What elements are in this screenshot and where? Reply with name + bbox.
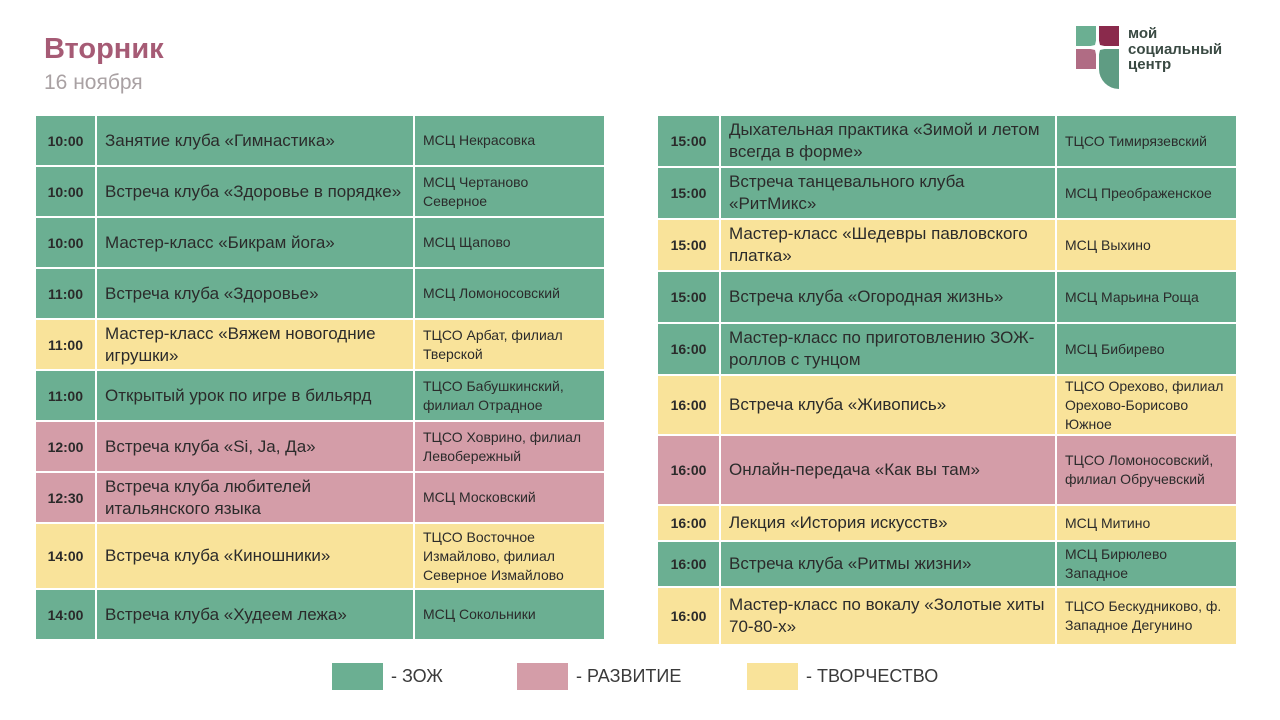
legend-zozh <box>332 662 443 690</box>
page-date: 16 ноября <box>44 71 143 94</box>
legend-creativity-label: - ТВОРЧЕСТВО <box>806 665 939 686</box>
legend-zozh-label: - ЗОЖ <box>391 665 443 686</box>
schedule-row <box>35 166 605 217</box>
event-cell: Лекция «История искусств» <box>720 505 1056 541</box>
place-cell: МСЦ Марьина Роща <box>1056 271 1237 323</box>
place-cell: МСЦ Некрасовка <box>414 115 605 166</box>
event-cell: Мастер-класс «Вяжем новогодние игрушки» <box>96 319 414 370</box>
place-cell: ТЦСО Арбат, филиал Тверской <box>414 319 605 370</box>
event-cell: Встреча клуба «Здоровье» <box>96 268 414 319</box>
legend-development-label: - РАЗВИТИЕ <box>576 665 682 686</box>
place-cell: МСЦ Московский <box>414 472 605 523</box>
event-cell: Занятие клуба «Гимнастика» <box>96 115 414 166</box>
time-cell: 15:00 <box>657 167 720 219</box>
legend-creativity <box>747 662 938 690</box>
time-cell: 11:00 <box>35 319 96 370</box>
event-cell: Встреча клуба «Si, Ja, Да» <box>96 421 414 472</box>
time-cell: 15:00 <box>657 219 720 271</box>
event-cell: Встреча клуба «Здоровье в порядке» <box>96 166 414 217</box>
event-cell: Мастер-класс по вокалу «Золотые хиты 70-80-х» <box>720 587 1056 645</box>
event-cell: Встреча клуба «Худеем лежа» <box>96 589 414 640</box>
event-cell: Онлайн-передача «Как вы там» <box>720 435 1056 505</box>
time-cell: 16:00 <box>657 587 720 645</box>
page-title: Вторник <box>44 33 164 65</box>
event-cell: Встреча клуба «Киношники» <box>96 523 414 589</box>
place-cell: МСЦ Ломоносовский <box>414 268 605 319</box>
time-cell: 14:00 <box>35 589 96 640</box>
time-cell: 12:30 <box>35 472 96 523</box>
legend-creativity-swatch <box>747 663 798 690</box>
time-cell: 10:00 <box>35 115 96 166</box>
logo-text <box>1128 26 1246 73</box>
logo-line-3: центр <box>1128 56 1172 73</box>
time-cell: 11:00 <box>35 370 96 421</box>
schedule-row <box>657 375 1237 435</box>
place-cell: ТЦСО Ломоносовский, филиал Обручевский <box>1056 435 1237 505</box>
schedule-row <box>35 115 605 166</box>
place-cell: ТЦСО Бескудниково, ф. Западное Дегунино <box>1056 587 1237 645</box>
event-cell: Открытый урок по игре в бильярд <box>96 370 414 421</box>
time-cell: 15:00 <box>657 271 720 323</box>
legend-zozh-swatch <box>332 663 383 690</box>
schedule-row <box>35 472 605 523</box>
time-cell: 15:00 <box>657 115 720 167</box>
schedule-row <box>35 268 605 319</box>
schedule-row <box>657 323 1237 375</box>
event-cell: Мастер-класс «Шедевры павловского платка» <box>720 219 1056 271</box>
time-cell: 14:00 <box>35 523 96 589</box>
event-cell: Встреча клуба «Живопись» <box>720 375 1056 435</box>
schedule-row <box>35 319 605 370</box>
schedule-row <box>35 217 605 268</box>
time-cell: 10:00 <box>35 166 96 217</box>
time-cell: 16:00 <box>657 375 720 435</box>
logo <box>1076 26 1246 92</box>
schedule-table-left <box>34 114 606 641</box>
schedule-row <box>35 589 605 640</box>
place-cell: ТЦСО Бабушкинский, филиал Отрадное <box>414 370 605 421</box>
event-cell: Встреча клуба «Огородная жизнь» <box>720 271 1056 323</box>
schedule-row <box>657 505 1237 541</box>
event-cell: Встреча танцевального клуба «РитМикс» <box>720 167 1056 219</box>
time-cell: 16:00 <box>657 323 720 375</box>
legend-development <box>517 662 681 690</box>
time-cell: 10:00 <box>35 217 96 268</box>
time-cell: 16:00 <box>657 435 720 505</box>
time-cell: 16:00 <box>657 505 720 541</box>
schedule-left-body <box>35 115 605 640</box>
place-cell: МСЦ Сокольники <box>414 589 605 640</box>
place-cell: МСЦ Преображенское <box>1056 167 1237 219</box>
place-cell: МСЦ Щапово <box>414 217 605 268</box>
logo-line-1: мой <box>1128 25 1158 42</box>
event-cell: Встреча клуба любителей итальянского языка <box>96 472 414 523</box>
schedule-row <box>657 271 1237 323</box>
legend-development-swatch <box>517 663 568 690</box>
schedule-row <box>35 523 605 589</box>
time-cell: 16:00 <box>657 541 720 587</box>
place-cell: МСЦ Бирюлево Западное <box>1056 541 1237 587</box>
place-cell: ТЦСО Восточное Измайлово, филиал Северное Измайлово <box>414 523 605 589</box>
schedule-row <box>657 587 1237 645</box>
place-cell: МСЦ Выхино <box>1056 219 1237 271</box>
schedule-row <box>35 421 605 472</box>
event-cell: Дыхательная практика «Зимой и летом всегда в форме» <box>720 115 1056 167</box>
schedule-row <box>35 370 605 421</box>
schedule-row <box>657 219 1237 271</box>
schedule-row <box>657 435 1237 505</box>
schedule-row <box>657 541 1237 587</box>
place-cell: ТЦСО Ховрино, филиал Левобережный <box>414 421 605 472</box>
schedule-row <box>657 115 1237 167</box>
place-cell: ТЦСО Тимирязевский <box>1056 115 1237 167</box>
logo-line-2: социальный <box>1128 40 1223 58</box>
place-cell: ТЦСО Орехово, филиал Орехово-Борисово Южное <box>1056 375 1237 435</box>
place-cell: МСЦ Митино <box>1056 505 1237 541</box>
place-cell: МСЦ Бибирево <box>1056 323 1237 375</box>
event-cell: Мастер-класс по приготовлению ЗОЖ-роллов с тунцом <box>720 323 1056 375</box>
place-cell: МСЦ Чертаново Северное <box>414 166 605 217</box>
schedule-table-right <box>656 114 1238 646</box>
event-cell: Встреча клуба «Ритмы жизни» <box>720 541 1056 587</box>
logo-icon <box>1076 26 1120 90</box>
schedule-right-body <box>657 115 1237 645</box>
time-cell: 11:00 <box>35 268 96 319</box>
event-cell: Мастер-класс «Бикрам йога» <box>96 217 414 268</box>
schedule-row <box>657 167 1237 219</box>
time-cell: 12:00 <box>35 421 96 472</box>
